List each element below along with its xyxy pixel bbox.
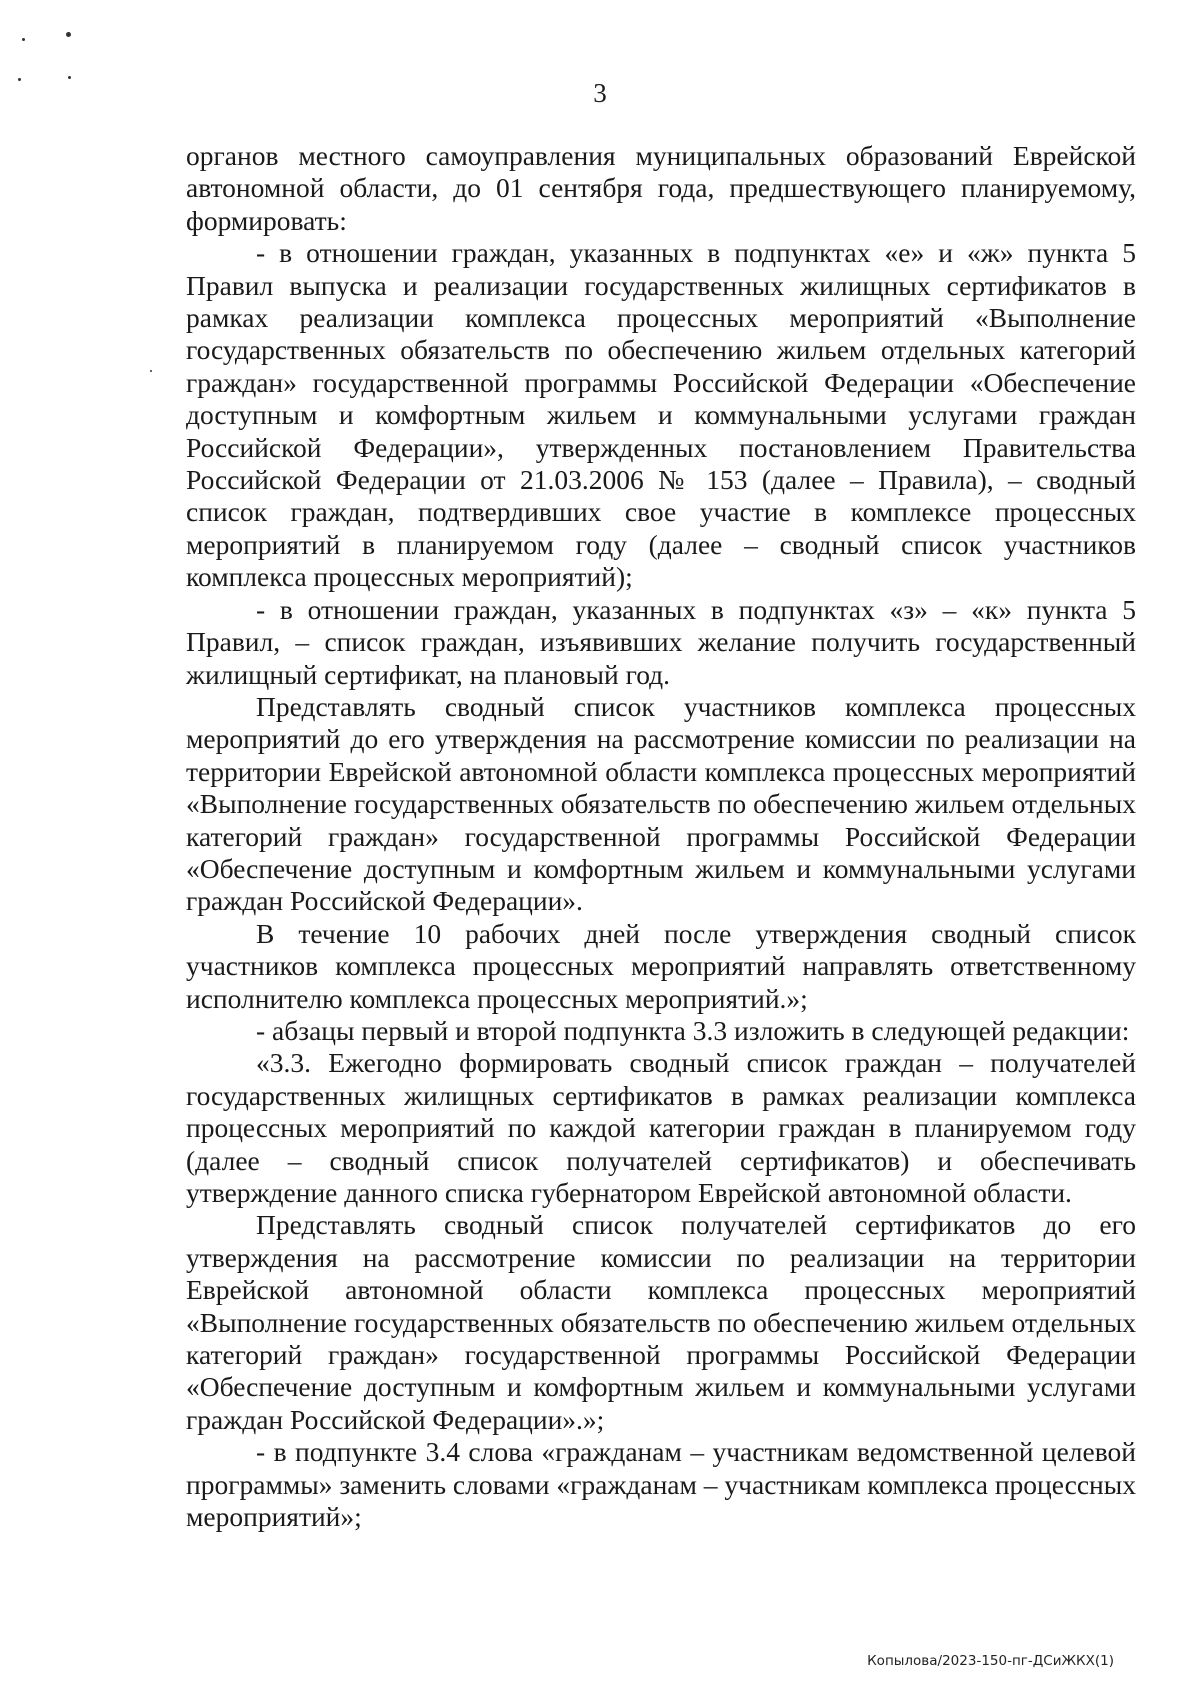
document-body [186, 140, 1136, 1533]
paragraph: В течение 10 рабочих дней после утверждения сводный список участников комплекса процессных мероприятий направлять ответственному исполнителю комплекса процессных мероприятий.»; [186, 917, 1136, 1014]
paragraph-list-item: - абзацы первый и второй подпункта 3.3 изложить в следующей редакции: [256, 1014, 1130, 1046]
scan-speck [22, 38, 25, 41]
scan-speck [150, 370, 152, 372]
scan-speck [66, 32, 71, 37]
page-number: 3 [593, 78, 607, 108]
paragraph-continuation: органов местного самоуправления муниципальных образований Еврейской автономной области, до 01 сентября года, предшествующего планируемому, формировать: [186, 140, 1136, 236]
paragraph-quote: «3.3. Ежегодно формировать сводный список граждан – получателей государственных жилищных сертификатов в рамках реализации комплекса процессных мероприятий по каждой категории граждан в планируемом году (далее – сводный список получателей сертификатов) и обеспечивать утверждение данного списка губернатором Еврейской автономной области. [186, 1047, 1136, 1208]
paragraph-quote: Представлять сводный список получателей сертификатов до его утверждения на рассмотрение комиссии по реализации на территории Еврейской автономной области комплекса процессных мероприятий «Выполнение государственных обязательств по обеспечению жильем отдельных категорий граждан» государственной программы Российской Федерации «Обеспечение доступным и комфортным жильем и коммунальными услугами граждан Российской Федерации».»; [186, 1209, 1136, 1435]
paragraph: Представлять сводный список участников комплекса процессных мероприятий до его утверждения на рассмотрение комиссии по реализации на территории Еврейской автономной области комплекса процессных мероприятий «Выполнение государственных обязательств по обеспечению жильем отдельных категорий граждан» государственной программы Российской Федерации «Обеспечение доступным и комфортным жильем и коммунальными услугами граждан Российской Федерации». [186, 690, 1136, 917]
paragraph-list-item: - в отношении граждан, указанных в подпунктах «е» и «ж» пункта 5 Правил выпуска и реализации государственных жилищных сертификатов в рамках реализации комплекса процессных мероприятий «Выполнение государственных обязательств по обеспечению жильем отдельных категорий граждан» государственной программы Российской Федерации «Обеспечение доступным и комфортным жильем и коммунальными услугами граждан Российской Федерации», утвержденных постановлением Правительства Российской Федерации от 21.03.2006 № 153 (далее – Правила), – сводный список граждан, подтвердивших свое участие в комплексе процессных мероприятий в планируемом году (далее – сводный список участников комплекса процессных мероприятий); [186, 237, 1136, 593]
document-reference: Копылова/2023-150-пг-ДСиЖКХ(1) [867, 1653, 1114, 1669]
paragraph-list-item: - в отношении граждан, указанных в подпунктах «з» – «к» пункта 5 Правил, – список граждан, изъявивших желание получить государственный жилищный сертификат, на плановый год. [186, 593, 1136, 690]
paragraph-list-item: - в подпункте 3.4 слова «гражданам – участникам ведомственной целевой программы» заменить словами «гражданам – участникам комплекса процессных мероприятий»; [186, 1436, 1136, 1533]
